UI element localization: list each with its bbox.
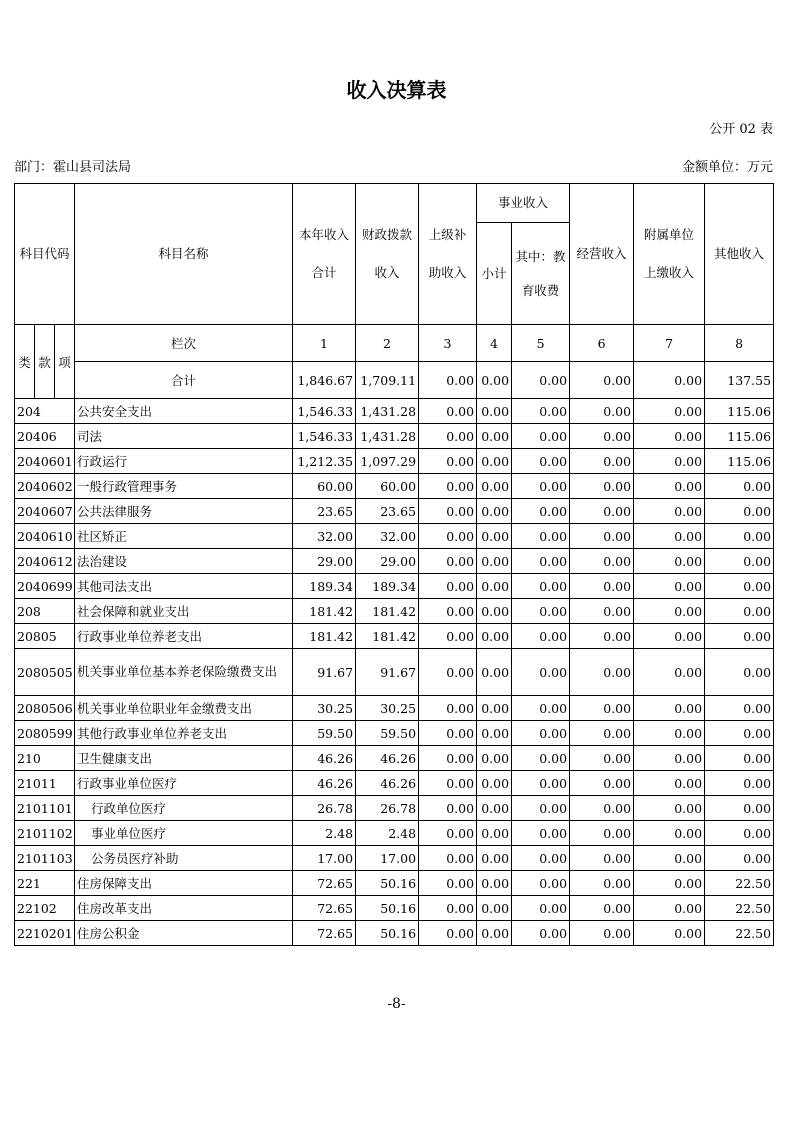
row-value-5: 0.00 xyxy=(512,846,570,871)
row-value-2: 46.26 xyxy=(356,771,419,796)
header-code: 科目代码 xyxy=(15,184,75,325)
total-v4: 0.00 xyxy=(477,362,512,399)
row-value-2: 50.16 xyxy=(356,896,419,921)
row-value-2: 181.42 xyxy=(356,624,419,649)
table-row xyxy=(15,399,774,424)
row-code: 2040699 xyxy=(15,574,75,599)
row-value-5: 0.00 xyxy=(512,449,570,474)
row-value-4: 0.00 xyxy=(477,796,512,821)
row-value-3: 0.00 xyxy=(419,696,477,721)
row-value-6: 0.00 xyxy=(570,474,634,499)
row-value-4: 0.00 xyxy=(477,549,512,574)
row-value-6: 0.00 xyxy=(570,746,634,771)
row-value-5: 0.00 xyxy=(512,624,570,649)
row-name: 司法 xyxy=(75,424,293,449)
total-v7: 0.00 xyxy=(634,362,705,399)
row-value-4: 0.00 xyxy=(477,871,512,896)
row-value-4: 0.00 xyxy=(477,721,512,746)
row-value-2: 23.65 xyxy=(356,499,419,524)
header-xiang: 项 xyxy=(55,325,75,399)
row-value-7: 0.00 xyxy=(634,574,705,599)
row-value-8: 0.00 xyxy=(705,721,774,746)
row-value-3: 0.00 xyxy=(419,474,477,499)
row-code: 208 xyxy=(15,599,75,624)
row-value-2: 50.16 xyxy=(356,921,419,946)
row-value-2: 50.16 xyxy=(356,871,419,896)
row-value-5: 0.00 xyxy=(512,821,570,846)
table-row xyxy=(15,746,774,771)
column-index-2: 2 xyxy=(356,325,419,362)
row-name: 住房改革支出 xyxy=(75,896,293,921)
total-v8: 137.55 xyxy=(705,362,774,399)
header-fiscal-income xyxy=(356,184,419,325)
row-value-3: 0.00 xyxy=(419,846,477,871)
table-row xyxy=(15,474,774,499)
header-total-income-line1: 本年收入 xyxy=(299,227,350,242)
row-value-6: 0.00 xyxy=(570,599,634,624)
row-value-5: 0.00 xyxy=(512,746,570,771)
row-name: 公务员医疗补助 xyxy=(75,846,293,871)
row-value-1: 91.67 xyxy=(293,649,356,696)
row-name: 住房公积金 xyxy=(75,921,293,946)
total-v5: 0.00 xyxy=(512,362,570,399)
row-name: 机关事业单位基本养老保险缴费支出 xyxy=(75,649,293,696)
total-v3: 0.00 xyxy=(419,362,477,399)
row-value-4: 0.00 xyxy=(477,746,512,771)
row-code: 2080505 xyxy=(15,649,75,696)
row-value-1: 72.65 xyxy=(293,921,356,946)
row-value-3: 0.00 xyxy=(419,549,477,574)
page-number: -8- xyxy=(387,996,406,1012)
row-value-8: 0.00 xyxy=(705,796,774,821)
row-value-1: 1,546.33 xyxy=(293,399,356,424)
row-value-8: 0.00 xyxy=(705,624,774,649)
row-value-7: 0.00 xyxy=(634,624,705,649)
row-value-4: 0.00 xyxy=(477,821,512,846)
row-value-1: 32.00 xyxy=(293,524,356,549)
row-value-7: 0.00 xyxy=(634,846,705,871)
row-value-6: 0.00 xyxy=(570,649,634,696)
row-value-7: 0.00 xyxy=(634,821,705,846)
row-value-4: 0.00 xyxy=(477,624,512,649)
row-value-7: 0.00 xyxy=(634,721,705,746)
row-value-1: 17.00 xyxy=(293,846,356,871)
row-name: 行政单位医疗 xyxy=(75,796,293,821)
row-value-1: 59.50 xyxy=(293,721,356,746)
row-value-6: 0.00 xyxy=(570,871,634,896)
row-value-7: 0.00 xyxy=(634,796,705,821)
row-value-8: 115.06 xyxy=(705,424,774,449)
row-value-6: 0.00 xyxy=(570,846,634,871)
row-value-5: 0.00 xyxy=(512,399,570,424)
header-education-fees xyxy=(512,223,570,325)
row-name: 公共法律服务 xyxy=(75,499,293,524)
row-value-8: 115.06 xyxy=(705,449,774,474)
header-education-fees-line2: 育收费 xyxy=(521,282,560,298)
row-value-6: 0.00 xyxy=(570,424,634,449)
row-value-3: 0.00 xyxy=(419,399,477,424)
row-value-6: 0.00 xyxy=(570,449,634,474)
total-v1: 1,846.67 xyxy=(293,362,356,399)
row-name: 行政事业单位医疗 xyxy=(75,771,293,796)
row-value-6: 0.00 xyxy=(570,821,634,846)
row-value-7: 0.00 xyxy=(634,399,705,424)
row-value-8: 22.50 xyxy=(705,871,774,896)
header-name: 科目名称 xyxy=(75,184,293,325)
row-value-4: 0.00 xyxy=(477,696,512,721)
row-value-7: 0.00 xyxy=(634,524,705,549)
row-value-8: 0.00 xyxy=(705,771,774,796)
row-value-5: 0.00 xyxy=(512,474,570,499)
table-row xyxy=(15,549,774,574)
row-value-2: 26.78 xyxy=(356,796,419,821)
row-value-5: 0.00 xyxy=(512,696,570,721)
row-code: 2080599 xyxy=(15,721,75,746)
row-value-8: 0.00 xyxy=(705,649,774,696)
row-value-3: 0.00 xyxy=(419,574,477,599)
row-value-8: 0.00 xyxy=(705,499,774,524)
table-row xyxy=(15,846,774,871)
row-value-5: 0.00 xyxy=(512,649,570,696)
row-value-2: 17.00 xyxy=(356,846,419,871)
row-value-7: 0.00 xyxy=(634,599,705,624)
row-code: 204 xyxy=(15,399,75,424)
row-value-4: 0.00 xyxy=(477,599,512,624)
row-value-6: 0.00 xyxy=(570,574,634,599)
row-value-1: 72.65 xyxy=(293,871,356,896)
row-value-1: 30.25 xyxy=(293,696,356,721)
row-value-7: 0.00 xyxy=(634,424,705,449)
row-name: 一般行政管理事务 xyxy=(75,474,293,499)
row-value-1: 1,546.33 xyxy=(293,424,356,449)
row-value-8: 0.00 xyxy=(705,599,774,624)
row-value-5: 0.00 xyxy=(512,524,570,549)
row-value-2: 59.50 xyxy=(356,721,419,746)
row-value-3: 0.00 xyxy=(419,871,477,896)
row-value-7: 0.00 xyxy=(634,896,705,921)
row-value-8: 0.00 xyxy=(705,746,774,771)
row-value-4: 0.00 xyxy=(477,649,512,696)
header-subtotal: 小计 xyxy=(477,223,512,325)
row-value-2: 181.42 xyxy=(356,599,419,624)
row-value-7: 0.00 xyxy=(634,649,705,696)
column-index-3: 3 xyxy=(419,325,477,362)
row-value-7: 0.00 xyxy=(634,499,705,524)
table-row xyxy=(15,821,774,846)
header-operating-income: 经营收入 xyxy=(570,184,634,325)
header-upper-subsidy-line1: 上级补 xyxy=(428,227,467,242)
row-value-5: 0.00 xyxy=(512,599,570,624)
row-code: 221 xyxy=(15,871,75,896)
row-value-2: 1,431.28 xyxy=(356,399,419,424)
row-code: 21011 xyxy=(15,771,75,796)
row-value-5: 0.00 xyxy=(512,549,570,574)
row-value-7: 0.00 xyxy=(634,771,705,796)
row-value-4: 0.00 xyxy=(477,846,512,871)
row-value-1: 23.65 xyxy=(293,499,356,524)
row-value-2: 30.25 xyxy=(356,696,419,721)
row-value-2: 46.26 xyxy=(356,746,419,771)
row-value-8: 0.00 xyxy=(705,574,774,599)
row-value-4: 0.00 xyxy=(477,474,512,499)
row-value-3: 0.00 xyxy=(419,896,477,921)
total-v6: 0.00 xyxy=(570,362,634,399)
row-value-7: 0.00 xyxy=(634,474,705,499)
row-code: 2040612 xyxy=(15,549,75,574)
row-code: 2040602 xyxy=(15,474,75,499)
row-value-1: 26.78 xyxy=(293,796,356,821)
row-name: 法治建设 xyxy=(75,549,293,574)
row-code: 2040607 xyxy=(15,499,75,524)
row-value-6: 0.00 xyxy=(570,896,634,921)
row-value-4: 0.00 xyxy=(477,921,512,946)
header-affiliate-income-line1: 附属单位 xyxy=(644,227,695,242)
row-code: 20406 xyxy=(15,424,75,449)
table-row xyxy=(15,524,774,549)
row-value-3: 0.00 xyxy=(419,449,477,474)
row-value-2: 2.48 xyxy=(356,821,419,846)
header-business-income: 事业收入 xyxy=(477,184,570,223)
row-value-3: 0.00 xyxy=(419,721,477,746)
row-value-2: 1,431.28 xyxy=(356,424,419,449)
row-value-7: 0.00 xyxy=(634,746,705,771)
row-name: 卫生健康支出 xyxy=(75,746,293,771)
column-index-label: 栏次 xyxy=(75,325,293,362)
row-value-8: 22.50 xyxy=(705,921,774,946)
row-name: 行政事业单位养老支出 xyxy=(75,624,293,649)
total-v2: 1,709.11 xyxy=(356,362,419,399)
row-name: 其他行政事业单位养老支出 xyxy=(75,721,293,746)
row-value-1: 2.48 xyxy=(293,821,356,846)
row-value-6: 0.00 xyxy=(570,921,634,946)
row-value-8: 0.00 xyxy=(705,821,774,846)
row-value-3: 0.00 xyxy=(419,624,477,649)
table-row xyxy=(15,696,774,721)
header-education-fees-line1: 其中：教 xyxy=(515,248,566,264)
row-value-4: 0.00 xyxy=(477,771,512,796)
row-value-1: 60.00 xyxy=(293,474,356,499)
row-value-6: 0.00 xyxy=(570,399,634,424)
column-index-8: 8 xyxy=(705,325,774,362)
row-name: 社会保障和就业支出 xyxy=(75,599,293,624)
row-value-7: 0.00 xyxy=(634,449,705,474)
row-value-2: 29.00 xyxy=(356,549,419,574)
row-value-2: 32.00 xyxy=(356,524,419,549)
row-value-1: 189.34 xyxy=(293,574,356,599)
row-value-3: 0.00 xyxy=(419,821,477,846)
row-value-6: 0.00 xyxy=(570,796,634,821)
row-value-8: 0.00 xyxy=(705,846,774,871)
row-name: 社区矫正 xyxy=(75,524,293,549)
row-value-3: 0.00 xyxy=(419,746,477,771)
row-code: 20805 xyxy=(15,624,75,649)
table-row xyxy=(15,624,774,649)
header-kuan: 款 xyxy=(35,325,55,399)
row-value-3: 0.00 xyxy=(419,771,477,796)
row-value-4: 0.00 xyxy=(477,524,512,549)
header-total-income xyxy=(293,184,356,325)
row-value-6: 0.00 xyxy=(570,524,634,549)
row-code: 22102 xyxy=(15,896,75,921)
table-row xyxy=(15,921,774,946)
department-label: 部门：霍山县司法局 xyxy=(14,160,132,175)
row-value-1: 46.26 xyxy=(293,746,356,771)
row-name: 其他司法支出 xyxy=(75,574,293,599)
row-value-2: 189.34 xyxy=(356,574,419,599)
header-other-income: 其他收入 xyxy=(705,184,774,325)
column-index-1: 1 xyxy=(293,325,356,362)
row-value-3: 0.00 xyxy=(419,524,477,549)
row-name: 事业单位医疗 xyxy=(75,821,293,846)
row-value-3: 0.00 xyxy=(419,796,477,821)
row-code: 2040610 xyxy=(15,524,75,549)
row-value-8: 0.00 xyxy=(705,549,774,574)
row-value-7: 0.00 xyxy=(634,549,705,574)
header-affiliate-income-line2: 上缴收入 xyxy=(644,265,695,280)
row-value-8: 0.00 xyxy=(705,524,774,549)
row-value-1: 1,212.35 xyxy=(293,449,356,474)
row-value-4: 0.00 xyxy=(477,499,512,524)
row-value-1: 72.65 xyxy=(293,896,356,921)
row-value-5: 0.00 xyxy=(512,896,570,921)
row-value-7: 0.00 xyxy=(634,921,705,946)
row-value-7: 0.00 xyxy=(634,696,705,721)
row-value-3: 0.00 xyxy=(419,424,477,449)
row-name: 行政运行 xyxy=(75,449,293,474)
row-value-2: 1,097.29 xyxy=(356,449,419,474)
table-row xyxy=(15,871,774,896)
row-value-5: 0.00 xyxy=(512,871,570,896)
row-name: 住房保障支出 xyxy=(75,871,293,896)
row-value-4: 0.00 xyxy=(477,896,512,921)
table-row xyxy=(15,721,774,746)
row-value-8: 115.06 xyxy=(705,399,774,424)
row-value-6: 0.00 xyxy=(570,624,634,649)
table-row xyxy=(15,499,774,524)
amount-unit-label: 金额单位：万元 xyxy=(681,160,773,175)
row-value-5: 0.00 xyxy=(512,921,570,946)
column-index-5: 5 xyxy=(512,325,570,362)
total-row xyxy=(15,362,774,399)
table-row xyxy=(15,896,774,921)
row-value-3: 0.00 xyxy=(419,599,477,624)
row-value-4: 0.00 xyxy=(477,399,512,424)
form-number: 公开 02 表 xyxy=(709,122,773,137)
row-value-2: 60.00 xyxy=(356,474,419,499)
page-title: 收入决算表 xyxy=(346,78,447,102)
table-row xyxy=(15,599,774,624)
header-fiscal-income-line2: 收入 xyxy=(374,265,400,280)
row-value-7: 0.00 xyxy=(634,871,705,896)
table-row xyxy=(15,424,774,449)
header-upper-subsidy xyxy=(419,184,477,325)
row-value-3: 0.00 xyxy=(419,921,477,946)
row-code: 2210201 xyxy=(15,921,75,946)
row-value-5: 0.00 xyxy=(512,771,570,796)
header-affiliate-income xyxy=(634,184,705,325)
row-value-6: 0.00 xyxy=(570,721,634,746)
column-index-4: 4 xyxy=(477,325,512,362)
table-row xyxy=(15,574,774,599)
row-value-6: 0.00 xyxy=(570,549,634,574)
row-value-1: 181.42 xyxy=(293,624,356,649)
row-value-1: 29.00 xyxy=(293,549,356,574)
table-row xyxy=(15,649,774,696)
row-code: 2080506 xyxy=(15,696,75,721)
row-value-4: 0.00 xyxy=(477,424,512,449)
row-value-5: 0.00 xyxy=(512,796,570,821)
row-value-5: 0.00 xyxy=(512,574,570,599)
row-value-3: 0.00 xyxy=(419,649,477,696)
header-total-income-line2: 合计 xyxy=(311,265,337,280)
row-value-3: 0.00 xyxy=(419,499,477,524)
row-name: 机关事业单位职业年金缴费支出 xyxy=(75,696,293,721)
table-row xyxy=(15,449,774,474)
row-code: 2101102 xyxy=(15,821,75,846)
row-value-4: 0.00 xyxy=(477,449,512,474)
table-row xyxy=(15,771,774,796)
row-code: 2040601 xyxy=(15,449,75,474)
row-value-6: 0.00 xyxy=(570,499,634,524)
row-value-5: 0.00 xyxy=(512,424,570,449)
header-fiscal-income-line1: 财政拨款 xyxy=(362,227,413,242)
header-upper-subsidy-line2: 助收入 xyxy=(428,265,467,280)
row-value-4: 0.00 xyxy=(477,574,512,599)
income-table xyxy=(14,183,774,946)
row-value-6: 0.00 xyxy=(570,696,634,721)
row-code: 2101101 xyxy=(15,796,75,821)
row-value-8: 0.00 xyxy=(705,696,774,721)
column-index-7: 7 xyxy=(634,325,705,362)
row-value-1: 181.42 xyxy=(293,599,356,624)
row-value-2: 91.67 xyxy=(356,649,419,696)
row-code: 2101103 xyxy=(15,846,75,871)
row-name: 公共安全支出 xyxy=(75,399,293,424)
row-value-8: 0.00 xyxy=(705,474,774,499)
header-lei: 类 xyxy=(15,325,35,399)
row-value-6: 0.00 xyxy=(570,771,634,796)
table-row xyxy=(15,796,774,821)
column-index-6: 6 xyxy=(570,325,634,362)
row-value-8: 22.50 xyxy=(705,896,774,921)
row-value-5: 0.00 xyxy=(512,721,570,746)
row-code: 210 xyxy=(15,746,75,771)
total-label: 合计 xyxy=(75,362,293,399)
row-value-5: 0.00 xyxy=(512,499,570,524)
row-value-1: 46.26 xyxy=(293,771,356,796)
